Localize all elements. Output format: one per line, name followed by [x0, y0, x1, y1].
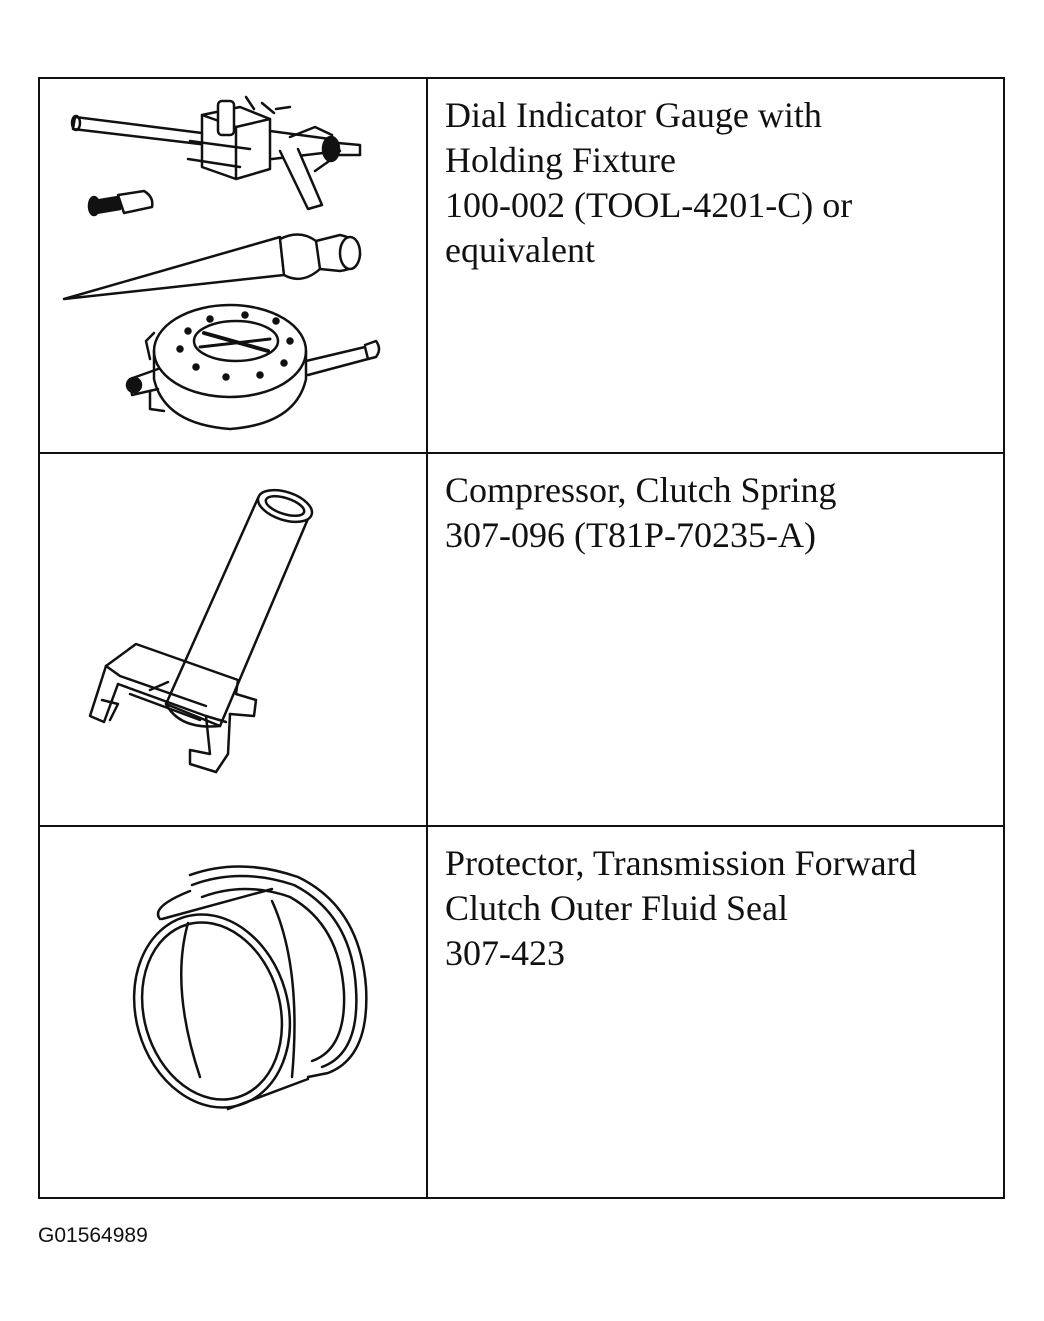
clutch-spring-compressor-icon	[40, 454, 428, 827]
tool-part-number: 100-002 (TOOL-4201-C) or	[445, 185, 853, 225]
tool-description	[445, 93, 995, 273]
dial-indicator-gauge-icon	[40, 79, 428, 454]
tool-part-number: 307-096 (T81P-70235-A)	[445, 515, 816, 555]
tool-name-line: Clutch Outer Fluid Seal	[445, 888, 788, 928]
tool-image-cell	[40, 79, 428, 452]
tool-row	[40, 827, 1003, 1199]
tool-image-cell	[40, 827, 428, 1199]
tool-name-line: Holding Fixture	[445, 140, 676, 180]
tool-name-line: equivalent	[445, 230, 595, 270]
tool-description	[445, 841, 995, 976]
tool-row	[40, 79, 1003, 454]
special-tools-table	[38, 77, 1005, 1199]
tool-image-cell	[40, 454, 428, 825]
seal-protector-ring-icon	[40, 827, 428, 1199]
figure-id: G01564989	[38, 1224, 148, 1247]
tool-name-line: Dial Indicator Gauge with	[445, 95, 822, 135]
tool-name-line: Compressor, Clutch Spring	[445, 470, 837, 510]
tool-name-line: Protector, Transmission Forward	[445, 843, 917, 883]
tool-description	[445, 468, 995, 558]
tool-part-number: 307-423	[445, 933, 565, 973]
tool-row	[40, 454, 1003, 827]
